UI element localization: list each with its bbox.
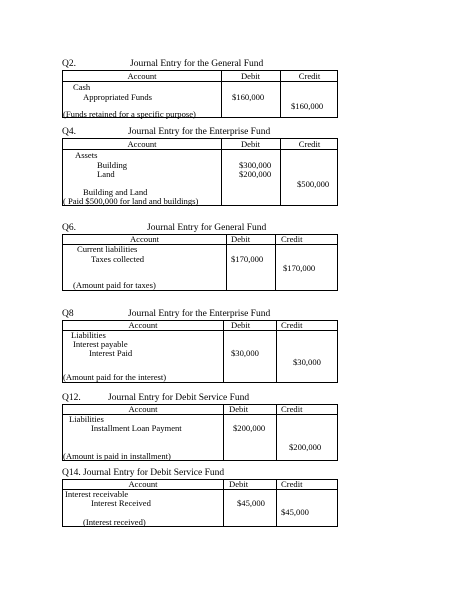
debit-header: Debit [240, 139, 261, 149]
credit-amount: $170,000 [283, 263, 316, 273]
credit-header: Credit [298, 139, 321, 149]
question-number: Q12. [62, 393, 81, 403]
entry-note: (Funds retained for a specific purpose) [63, 109, 196, 119]
entry-title: Journal Entry for Debit Service Fund [83, 468, 225, 478]
credit-header: Credit [281, 234, 303, 244]
credit-amount: $500,000 [297, 179, 330, 189]
credit-header: Credit [281, 479, 303, 489]
account-line: Liabilities [69, 414, 104, 424]
debit-amount: $160,000 [232, 92, 265, 102]
account-line: Interest receivable [65, 489, 129, 499]
journal-table [62, 479, 338, 527]
account-line: Interest payable [73, 339, 128, 349]
debit-header: Debit [231, 234, 251, 244]
entry-title: Journal Entry for the Enterprise Fund [128, 309, 271, 319]
entry-note: (Interest received) [83, 517, 146, 527]
entry-title: Journal Entry for Debit Service Fund [108, 393, 250, 403]
account-header: Account [128, 479, 158, 489]
credit-header: Credit [281, 404, 303, 414]
account-line: Liabilities [71, 330, 106, 340]
account-header: Account [128, 320, 158, 330]
account-line: Installment Loan Payment [91, 423, 182, 433]
journal-table [62, 404, 338, 461]
credit-amount: $200,000 [289, 442, 322, 452]
debit-amount: $30,000 [231, 348, 259, 358]
debit-header: Debit [229, 404, 249, 414]
debit-header: Debit [240, 71, 261, 81]
question-number: Q8 [62, 309, 74, 319]
entry-note: (Amount is paid in installment) [63, 451, 171, 461]
debit-header: Debit [229, 479, 249, 489]
debit-amount: $200,000 [233, 423, 266, 433]
question-number: Q2. [62, 59, 76, 69]
entry-title: Journal Entry for the General Fund [130, 59, 264, 69]
account-line: Cash [73, 82, 91, 92]
entry-title: Journal Entry for the Enterprise Fund [128, 127, 271, 137]
account-line: Land [97, 169, 115, 179]
account-header: Account [127, 71, 157, 81]
entry-title: Journal Entry for General Fund [147, 223, 267, 233]
account-line: Taxes collected [91, 254, 145, 264]
account-header: Account [129, 234, 160, 244]
credit-amount: $45,000 [281, 507, 309, 517]
debit-header: Debit [231, 320, 251, 330]
credit-amount: $30,000 [293, 357, 321, 367]
question-number: Q14. [62, 468, 81, 478]
journal-table [62, 138, 338, 206]
credit-header: Credit [298, 71, 321, 81]
account-line: Interest Paid [89, 348, 133, 358]
account-line: Assets [75, 150, 98, 160]
debit-amount: $170,000 [231, 254, 264, 264]
entry-note: (Amount paid for the interest) [63, 372, 167, 382]
account-line: Appropriated Funds [83, 92, 152, 102]
entry-note: ( Paid $500,000 for land and buildings) [63, 196, 199, 206]
credit-amount: $160,000 [291, 101, 324, 111]
debit-amount: $300,000 [239, 160, 272, 170]
account-line: Current liabilities [77, 244, 138, 254]
journal-table [62, 234, 338, 291]
account-line: Building [97, 160, 128, 170]
debit-amount: $200,000 [239, 169, 272, 179]
journal-table [62, 320, 338, 383]
journal-table [62, 70, 338, 118]
debit-amount: $45,000 [237, 498, 265, 508]
account-line: Interest Received [91, 498, 151, 508]
question-number: Q6. [62, 223, 76, 233]
entry-note: (Amount paid for taxes) [73, 280, 156, 290]
account-line: Building and Land [83, 187, 148, 197]
account-header: Account [127, 139, 157, 149]
credit-header: Credit [281, 320, 303, 330]
account-header: Account [128, 404, 158, 414]
question-number: Q4. [62, 127, 76, 137]
